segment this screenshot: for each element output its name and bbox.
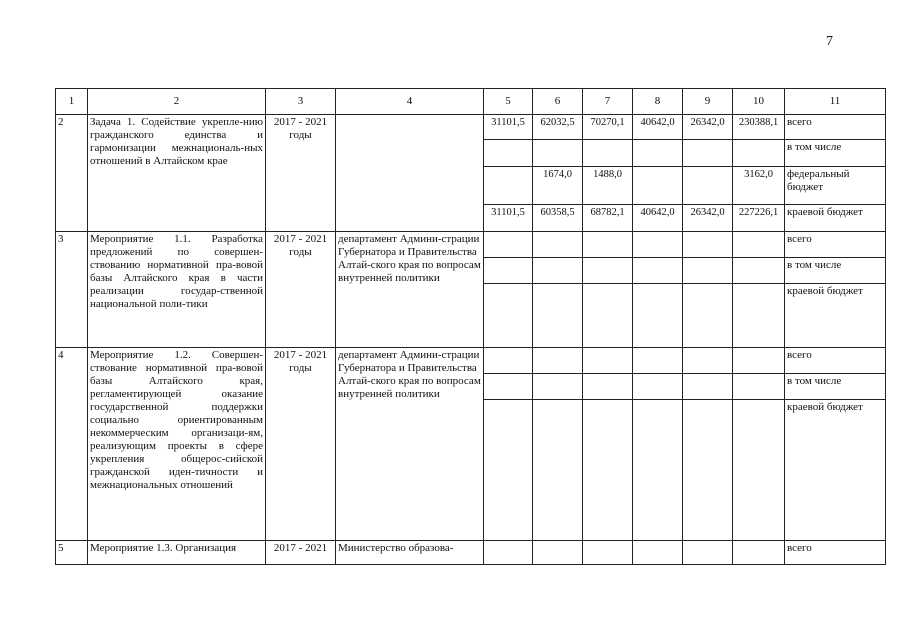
header-cell: 2 (88, 89, 266, 115)
value-cell (484, 140, 533, 167)
header-cell: 4 (336, 89, 484, 115)
value-cell (683, 284, 733, 348)
value-cell: 68782,1 (583, 205, 633, 232)
value-cell (733, 374, 785, 400)
value-cell (683, 348, 733, 374)
value-cell (484, 541, 533, 565)
executor-cell: Министерство образова- (336, 541, 484, 565)
value-cell (484, 167, 533, 205)
value-cell (633, 258, 683, 284)
value-cell: 62032,5 (533, 115, 583, 140)
value-cell (533, 541, 583, 565)
funding-source: всего (785, 348, 886, 374)
value-cell (683, 232, 733, 258)
value-cell (533, 348, 583, 374)
value-cell (683, 541, 733, 565)
value-cell (484, 348, 533, 374)
table-row (56, 232, 886, 258)
years-cell: 2017 - 2021 (266, 541, 336, 565)
value-cell: 60358,5 (533, 205, 583, 232)
value-cell (733, 400, 785, 541)
value-cell: 31101,5 (484, 115, 533, 140)
value-cell (583, 258, 633, 284)
years-cell: 2017 - 2021 годы (266, 348, 336, 541)
years-cell: 2017 - 2021 годы (266, 115, 336, 232)
value-cell (484, 258, 533, 284)
value-cell (533, 284, 583, 348)
value-cell (633, 348, 683, 374)
value-cell (533, 232, 583, 258)
value-cell (583, 140, 633, 167)
table-row (56, 541, 886, 565)
value-cell (683, 167, 733, 205)
value-cell (533, 258, 583, 284)
value-cell (683, 258, 733, 284)
funding-source: всего (785, 541, 886, 565)
value-cell (633, 541, 683, 565)
funding-source: федеральный бюджет (785, 167, 886, 205)
header-cell: 6 (533, 89, 583, 115)
value-cell: 230388,1 (733, 115, 785, 140)
value-cell (683, 400, 733, 541)
value-cell (733, 284, 785, 348)
value-cell: 1488,0 (583, 167, 633, 205)
task-title: Мероприятие 1.2. Совершен-ствование нормативной пра-вовой базы Алтайского края, регламентирующей оказание государственной поддержки социально ориентированным некоммерческим организаци-ям, реализующим проекты в сфере укрепления общерос-сийской гражданской иден-тичности и межнациональных отношений (88, 348, 266, 541)
task-title: Задача 1. Содействие укрепле-нию гражданского единства и гармонизации межнациональ-ных отношений в Алтайском крае (88, 115, 266, 232)
value-cell (583, 374, 633, 400)
value-cell (533, 140, 583, 167)
header-cell: 3 (266, 89, 336, 115)
table-row (56, 348, 886, 374)
funding-source: в том числе (785, 258, 886, 284)
funding-source: всего (785, 115, 886, 140)
value-cell (733, 541, 785, 565)
header-cell: 11 (785, 89, 886, 115)
header-cell: 9 (683, 89, 733, 115)
header-cell: 7 (583, 89, 633, 115)
funding-source: краевой бюджет (785, 400, 886, 541)
header-cell: 8 (633, 89, 683, 115)
value-cell (583, 541, 633, 565)
value-cell (683, 374, 733, 400)
value-cell (484, 400, 533, 541)
table-row (56, 115, 886, 140)
row-number: 5 (56, 541, 88, 565)
header-cell: 5 (484, 89, 533, 115)
value-cell (733, 232, 785, 258)
value-cell (484, 232, 533, 258)
value-cell (733, 348, 785, 374)
value-cell (583, 284, 633, 348)
value-cell (633, 167, 683, 205)
program-table (55, 88, 886, 565)
row-number: 4 (56, 348, 88, 541)
value-cell: 31101,5 (484, 205, 533, 232)
value-cell (583, 348, 633, 374)
page-number: 7 (826, 34, 833, 49)
value-cell (633, 232, 683, 258)
value-cell: 40642,0 (633, 115, 683, 140)
value-cell: 227226,1 (733, 205, 785, 232)
value-cell (633, 400, 683, 541)
value-cell: 26342,0 (683, 115, 733, 140)
task-title: Мероприятие 1.1. Разработка предложений по совершен-ствованию нормативной пра-вовой базы Алтайского края в части реализации государ-ственной национальной поли-тики (88, 232, 266, 348)
table-body (56, 89, 886, 565)
funding-source: в том числе (785, 140, 886, 167)
value-cell (484, 374, 533, 400)
value-cell: 1674,0 (533, 167, 583, 205)
row-number: 3 (56, 232, 88, 348)
value-cell (633, 140, 683, 167)
value-cell (533, 400, 583, 541)
value-cell: 70270,1 (583, 115, 633, 140)
value-cell (533, 374, 583, 400)
header-row (56, 89, 886, 115)
executor-cell: департамент Админи-страции Губернатора и Правительства Алтай-ского края по вопросам внутренней политики (336, 232, 484, 348)
value-cell (484, 284, 533, 348)
row-number: 2 (56, 115, 88, 232)
header-cell: 1 (56, 89, 88, 115)
funding-source: в том числе (785, 374, 886, 400)
funding-source: краевой бюджет (785, 284, 886, 348)
value-cell: 3162,0 (733, 167, 785, 205)
value-cell: 26342,0 (683, 205, 733, 232)
value-cell (633, 284, 683, 348)
funding-source: краевой бюджет (785, 205, 886, 232)
task-title: Мероприятие 1.3. Организация (88, 541, 266, 565)
executor-cell: департамент Админи-страции Губернатора и Правительства Алтай-ского края по вопросам внутренней политики (336, 348, 484, 541)
value-cell (733, 258, 785, 284)
header-cell: 10 (733, 89, 785, 115)
value-cell (583, 400, 633, 541)
value-cell (733, 140, 785, 167)
value-cell (583, 232, 633, 258)
value-cell (683, 140, 733, 167)
funding-source: всего (785, 232, 886, 258)
executor-cell (336, 115, 484, 232)
value-cell (633, 374, 683, 400)
years-cell: 2017 - 2021 годы (266, 232, 336, 348)
value-cell: 40642,0 (633, 205, 683, 232)
